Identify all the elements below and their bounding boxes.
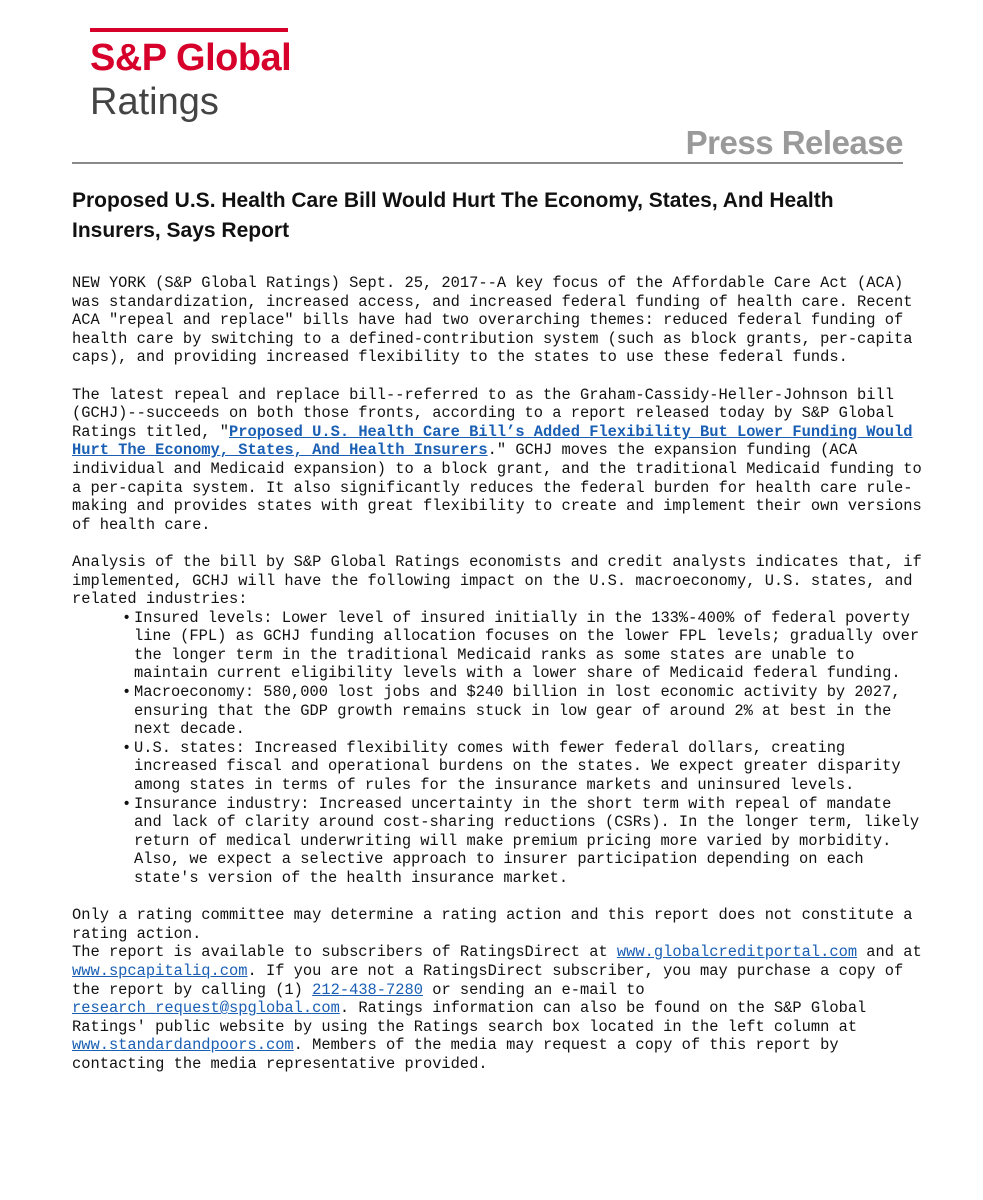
- availability-text-5: . Ratings information can also be found on the S&P Global Ratings' public website by using the Ratings search box located in the left column at: [72, 999, 867, 1036]
- spcapitaliq-link[interactable]: www.spcapitaliq.com: [72, 961, 248, 980]
- availability-text-6: . Members of the media may request a copy of this report by contacting the media representative provided.: [72, 1036, 839, 1073]
- availability-text-1: The report is available to subscribers of RatingsDirect at: [72, 943, 617, 962]
- logo-brand-name: S&P Global: [90, 37, 292, 79]
- email-link[interactable]: research_request@spglobal.com: [72, 999, 340, 1018]
- sp-global-ratings-logo: [90, 28, 291, 124]
- paragraph-disclaimer: Only a rating committee may determine a rating action and this report does not constitute a rating action.: [72, 906, 913, 943]
- paragraph-report-text-after: ." GCHJ moves the expansion funding (ACA individual and Medicaid expansion) to a block grant, and the traditional Medicaid funding to a per-capita system. It also significantly reduces the federal burden for health care rule-making and provides states with great flexibility to create and implement their own versions of health care.: [72, 441, 922, 534]
- globalcreditportal-link[interactable]: www.globalcreditportal.com: [616, 943, 858, 962]
- logo-accent-bar: [90, 28, 288, 32]
- release-body: [72, 274, 922, 1074]
- availability-text-2: and at: [857, 943, 922, 962]
- impact-item-insured-levels: • Insured levels: Lower level of insured initially in the 133%-400% of federal poverty line (FPL) as GCHJ funding allocation focuses on the lower FPL levels; gradually over the longer term in the traditional Medicaid ranks as some states are unable to maintain current eligibility levels with a lower share of Medicaid federal funding.: [122, 609, 922, 683]
- headline: Proposed U.S. Health Care Bill Would Hurt The Economy, States, And Health Insurers, Says Report: [72, 189, 834, 242]
- standardandpoors-link[interactable]: www.standardandpoors.com: [72, 1036, 294, 1055]
- impact-item-macroeconomy: • Macroeconomy: 580,000 lost jobs and $240 billion in lost economic activity by 2027, ensuring that the GDP growth remains stuck in low gear of around 2% at best in the next decade.: [122, 683, 922, 739]
- availability-text-3: . If you are not a RatingsDirect subscriber, you may purchase a copy of the report by calling (1): [72, 961, 904, 999]
- impact-item-us-states: • U.S. states: Increased flexibility comes with fewer federal dollars, creating increased fiscal and operational burdens on the states. We expect greater disparity among states in terms of rules for the insurance markets and uninsured levels.: [122, 739, 922, 795]
- report-title-link[interactable]: Proposed U.S. Health Care Bill’s Added Flexibility But Lower Funding Would Hurt The Economy, States, And Health Insurers: [72, 422, 913, 460]
- header-divider: [72, 162, 903, 164]
- impact-item-insurance-industry: • Insurance industry: Increased uncertainty in the short term with repeal of mandate and lack of clarity around cost-sharing reductions (CSRs). In the longer term, likely return of medical underwriting will make premium pricing more varied by morbidity. Also, we expect a selective approach to insurer participation depending on each state's version of the health insurance market.: [122, 795, 922, 888]
- press-release-label: Press Release: [685, 124, 903, 161]
- logo-division-name: Ratings: [90, 81, 219, 123]
- impact-list: [72, 609, 922, 888]
- paragraph-availability: [72, 943, 922, 1073]
- paragraph-intro: NEW YORK (S&P Global Ratings) Sept. 25, 2017--A key focus of the Affordable Care Act (ACA) was standardization, increased access, and increased federal funding of health care. Recent ACA "repeal and replace" bills have had two overarching themes: reduced federal funding of health care by switching to a defined-contribution system (such as block grants, per-capita caps), and providing increased flexibility to the states to use these federal funds.: [72, 274, 913, 367]
- paragraph-analysis: Analysis of the bill by S&P Global Ratings economists and credit analysts indicates that, if implemented, GCHJ will have the following impact on the U.S. macroeconomy, U.S. states, and related industries:: [72, 552, 922, 609]
- paragraph-report-text-before: The latest repeal and replace bill--referred to as the Graham-Cassidy-Heller-Johnson bill (GCHJ)--succeeds on both those fronts, according to a report released today by S&P Global Ratings titled, ": [72, 385, 894, 441]
- availability-text-4: or sending an e-mail to: [422, 980, 645, 999]
- phone-link[interactable]: 212-438-7280: [312, 980, 423, 999]
- paragraph-report: [72, 386, 922, 535]
